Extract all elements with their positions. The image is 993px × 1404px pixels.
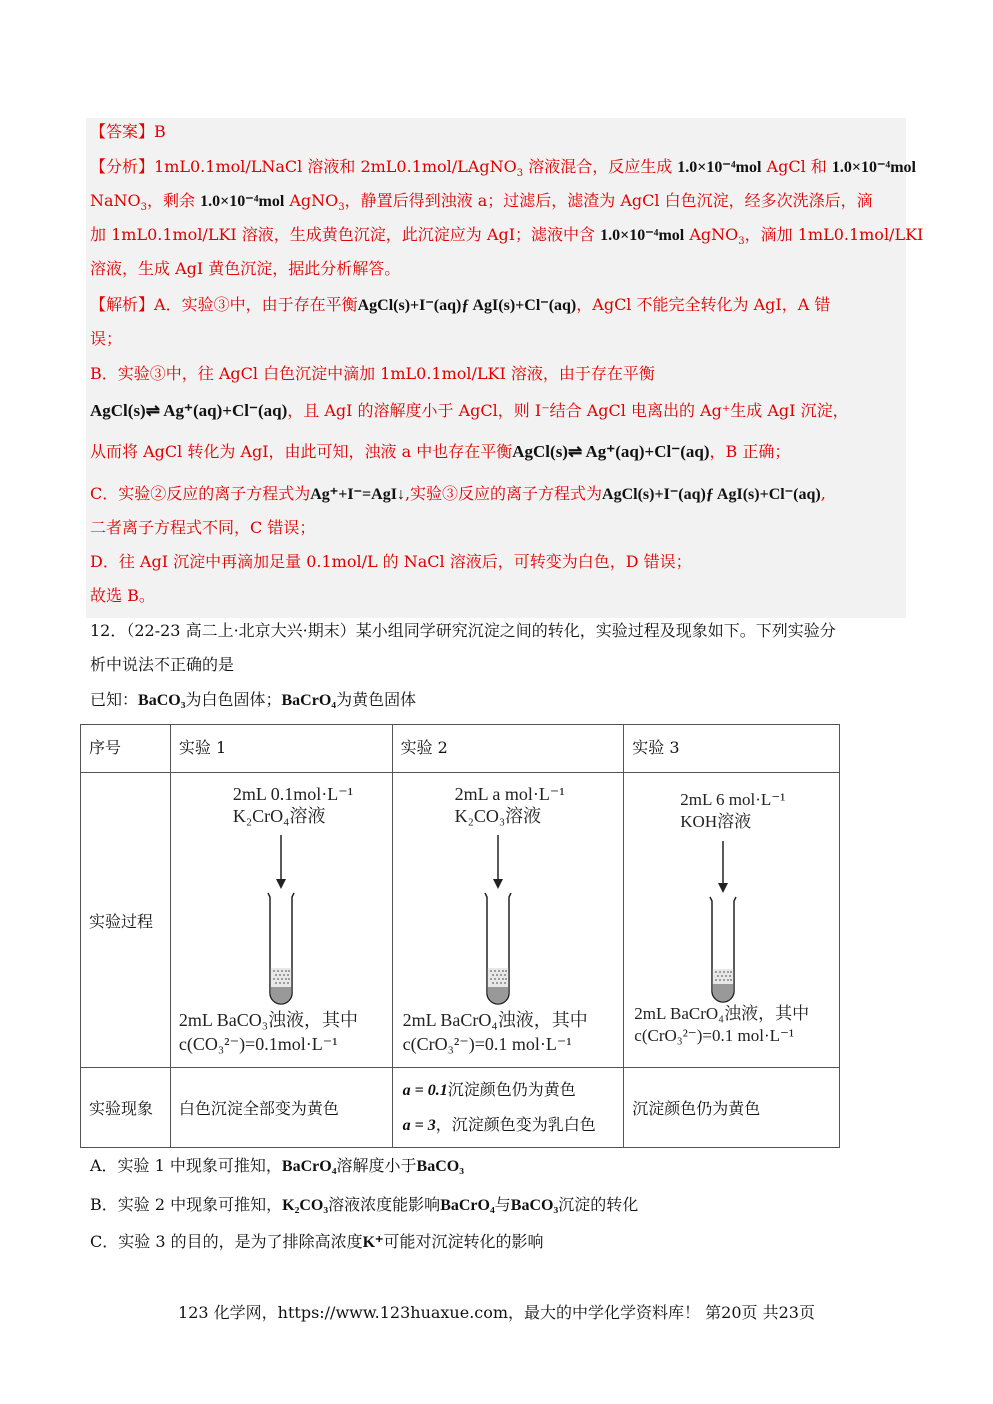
table-row-process <box>81 773 840 1068</box>
option-text: 溶液浓度能影响 <box>328 1195 441 1214</box>
explain-line-end <box>90 585 155 607</box>
analysis-text: ，滴加 1mL0.1mol/LKI <box>744 225 924 244</box>
analysis-tag: 【分析】 <box>90 157 155 176</box>
analysis-line-1 <box>90 156 916 179</box>
row-label: 实验现象 <box>89 1099 154 1118</box>
formula: K₂CO₃ <box>282 1197 329 1214</box>
exp1-process-cell <box>170 773 392 1068</box>
formula: BaCO₃ <box>510 1197 559 1214</box>
analysis-text: AgNO <box>284 191 339 210</box>
explain-text: 故选 B。 <box>90 586 155 605</box>
formula: BaCrO₄ <box>281 1158 337 1175</box>
subscript: 3 <box>516 168 524 180</box>
known-text: 为白色固体； <box>185 690 282 709</box>
option-text: 与 <box>494 1195 511 1214</box>
option-text: A．实验 1 中现象可推知， <box>90 1156 282 1175</box>
exp3-phenomenon-cell <box>624 1068 840 1148</box>
formula: AgCl(s)⇌ Ag⁺(aq)+Cl⁻(aq) <box>512 442 710 461</box>
formula: 1.0×10⁻⁴mol <box>600 227 685 244</box>
known-prefix: 已知： <box>90 690 139 709</box>
explain-line-c1 <box>90 483 826 506</box>
explain-line-b2 <box>90 400 849 422</box>
exp2-diagram <box>393 773 624 1067</box>
exp3-reagent-line1: 2mL 6 mol·L⁻¹ <box>680 790 786 809</box>
formula: AgCl(s)+I⁻(aq)ƒ AgI(s)+Cl⁻(aq) <box>357 297 577 314</box>
analysis-line-4 <box>90 258 400 280</box>
exp1-diagram <box>171 773 392 1067</box>
exp1-phenomenon-cell <box>170 1068 392 1148</box>
explain-text: 误； <box>90 329 123 348</box>
question-stem-1: 12．（22-23 高二上·北京大兴·期末）某小组同学研究沉淀之间的转化，实验过程及现象如下。下列实验分 <box>90 621 836 640</box>
explain-tag: 【解析】 <box>90 295 155 314</box>
explain-line-a2 <box>90 328 122 350</box>
exp2-suspension-line1: 2mL BaCrO₄浊液，其中 <box>402 1010 588 1030</box>
phenomenon-text: 沉淀颜色仍为黄色 <box>632 1099 761 1118</box>
option-c <box>90 1231 544 1254</box>
page-footer: 123 化学网，https://www.123huaxue.com，最大的中学化学资料库！ 第20页 共23页 <box>178 1303 815 1322</box>
explain-text: A．实验③中，由于存在平衡 <box>154 295 358 314</box>
table-header-cell <box>81 725 171 773</box>
table-row-phenomenon <box>81 1068 840 1148</box>
analysis-text: ，静置后得到浊液 a；过滤后，滤渣为 AgCl 白色沉淀，经多次洗涤后，滴 <box>344 191 873 210</box>
answer-tag: 【答案】 <box>90 122 155 141</box>
analysis-line-3 <box>90 224 923 247</box>
analysis-text: 加 1mL0.1mol/LKI 溶液，生成黄色沉淀，此沉淀应为 AgI；滤液中含 <box>90 225 601 244</box>
phenomenon-label-cell <box>81 1068 171 1148</box>
option-text: B．实验 2 中现象可推知， <box>90 1195 283 1214</box>
formula: 1.0×10⁻⁴mol <box>677 159 762 176</box>
explain-text: ，B 正确； <box>709 442 791 461</box>
formula: 1.0×10⁻⁴mol <box>831 159 916 176</box>
exp2-process-cell <box>392 773 624 1068</box>
formula: AgCl(s)+I⁻(aq)ƒ AgI(s)+Cl⁻(aq) <box>602 486 821 503</box>
row-label: 实验过程 <box>89 911 154 931</box>
question-stem-2: 析中说法不正确的是 <box>90 655 235 674</box>
explain-line-a <box>90 294 830 317</box>
explain-text: 二者离子方程式不同，C 错误； <box>90 518 316 537</box>
explain-text: C．实验②反应的离子方程式为 <box>90 484 311 503</box>
option-text: 可能对沉淀转化的影响 <box>383 1232 544 1251</box>
explain-line-c2 <box>90 517 315 539</box>
answer-line <box>90 121 166 143</box>
formula: a = 0.1 <box>402 1081 448 1099</box>
answer-value: B <box>154 122 166 141</box>
table-header-cell <box>170 725 392 773</box>
analysis-text: AgCl 和 <box>761 157 832 176</box>
phenomenon-text: ，沉淀颜色变为乳白色 <box>435 1114 596 1134</box>
table-header-cell <box>392 725 624 773</box>
header-text: 序号 <box>89 738 122 757</box>
exp1-reagent-line2: K₂CrO₄溶液 <box>232 806 326 826</box>
formula: K⁺ <box>362 1234 384 1251</box>
explain-text: ,实验③反应的离子方程式为 <box>404 484 603 503</box>
option-a <box>90 1155 464 1178</box>
table-header-cell <box>624 725 840 773</box>
experiment-table <box>80 724 840 1148</box>
subscript: 3 <box>738 236 745 248</box>
exp3-diagram <box>624 773 839 1067</box>
explain-line-b3 <box>90 441 790 463</box>
formula: BaCrO₄ <box>281 692 337 709</box>
exp1-reagent-line1: 2mL 0.1mol·L⁻¹ <box>232 784 354 804</box>
exp2-reagent-line2: K₂CO₃溶液 <box>454 806 542 826</box>
header-text: 实验 3 <box>632 738 680 757</box>
formula: BaCO₃ <box>138 692 186 709</box>
analysis-line-2 <box>90 190 873 213</box>
subscript: 3 <box>338 202 345 214</box>
explain-text: , <box>820 484 826 503</box>
phenomenon-line <box>403 1108 614 1143</box>
test-tube-icon <box>473 833 523 1013</box>
phenomenon-line <box>403 1073 614 1108</box>
exp2-phenomenon <box>393 1069 624 1147</box>
analysis-text: ，剩余 <box>147 191 201 210</box>
test-tube-icon <box>698 839 748 1009</box>
phenomenon-text: 沉淀颜色仍为黄色 <box>447 1079 576 1099</box>
formula: BaCrO₄ <box>440 1197 495 1214</box>
known-text: 为黄色固体 <box>336 690 417 709</box>
formula: BaCO₃ <box>416 1158 464 1175</box>
explain-text: ，且 AgI 的溶解度小于 AgCl，则 I⁻结合 AgCl 电离出的 Ag⁺生成 AgI 沉淀， <box>287 401 849 420</box>
question-known <box>90 689 416 712</box>
exp3-suspension-line2: c(CrO₃²⁻)=0.1 mol·L⁻¹ <box>634 1026 795 1045</box>
formula: 1.0×10⁻⁴mol <box>200 193 285 210</box>
process-label-cell <box>81 773 171 1068</box>
header-text: 实验 1 <box>178 738 227 757</box>
formula: a = 3 <box>402 1116 436 1134</box>
analysis-text: NaNO <box>90 191 141 210</box>
header-text: 实验 2 <box>400 738 448 757</box>
exp1-suspension-line2: c(CO₃²⁻)=0.1mol·L⁻¹ <box>178 1034 338 1054</box>
option-text: 沉淀的转化 <box>558 1195 639 1214</box>
explain-text: B．实验③中，往 AgCl 白色沉淀中滴加 1mL0.1mol/LKI 溶液，由于存在平衡 <box>90 364 655 383</box>
exp3-suspension-line1: 2mL BaCrO₄浊液，其中 <box>634 1004 810 1023</box>
exp2-phenomenon-cell <box>392 1068 624 1148</box>
explain-line-d <box>90 551 692 573</box>
formula: AgCl(s)⇌ Ag⁺(aq)+Cl⁻(aq) <box>90 401 288 420</box>
exp2-suspension-line2: c(CrO₃²⁻)=0.1 mol·L⁻¹ <box>402 1034 572 1054</box>
analysis-text: 溶液混合，反应生成 <box>523 157 678 176</box>
exp3-process-cell <box>624 773 840 1068</box>
analysis-text: 溶液，生成 AgI 黄色沉淀，据此分析解答。 <box>90 259 401 278</box>
option-text: C．实验 3 的目的，是为了排除高浓度 <box>90 1232 363 1251</box>
subscript: 3 <box>140 202 148 214</box>
explain-text: D．往 AgI 沉淀中再滴加足量 0.1mol/L 的 NaCl 溶液后，可转变为白色，D 错误； <box>90 552 692 571</box>
exp2-reagent-line1: 2mL a mol·L⁻¹ <box>454 784 565 804</box>
explain-text: 从而将 AgCl 转化为 AgI，由此可知，浊液 a 中也存在平衡 <box>90 442 513 461</box>
exp1-suspension-line1: 2mL BaCO₃浊液，其中 <box>178 1010 359 1030</box>
formula: Ag⁺+I⁻=AgI↓ <box>310 486 405 503</box>
analysis-text: AgNO <box>684 225 739 244</box>
analysis-text: 1mL0.1mol/LNaCl 溶液和 2mL0.1mol/LAgNO <box>154 157 517 176</box>
phenomenon-text: 白色沉淀全部变为黄色 <box>178 1099 339 1118</box>
exp3-reagent-line2: KOH溶液 <box>680 812 752 831</box>
explain-text: ，AgCl 不能完全转化为 AgI，A 错 <box>576 295 831 314</box>
option-b <box>90 1194 638 1217</box>
explain-line-b1 <box>90 363 655 385</box>
table-header-row <box>81 725 840 773</box>
test-tube-icon <box>256 833 306 1013</box>
option-text: 溶解度小于 <box>336 1156 417 1175</box>
